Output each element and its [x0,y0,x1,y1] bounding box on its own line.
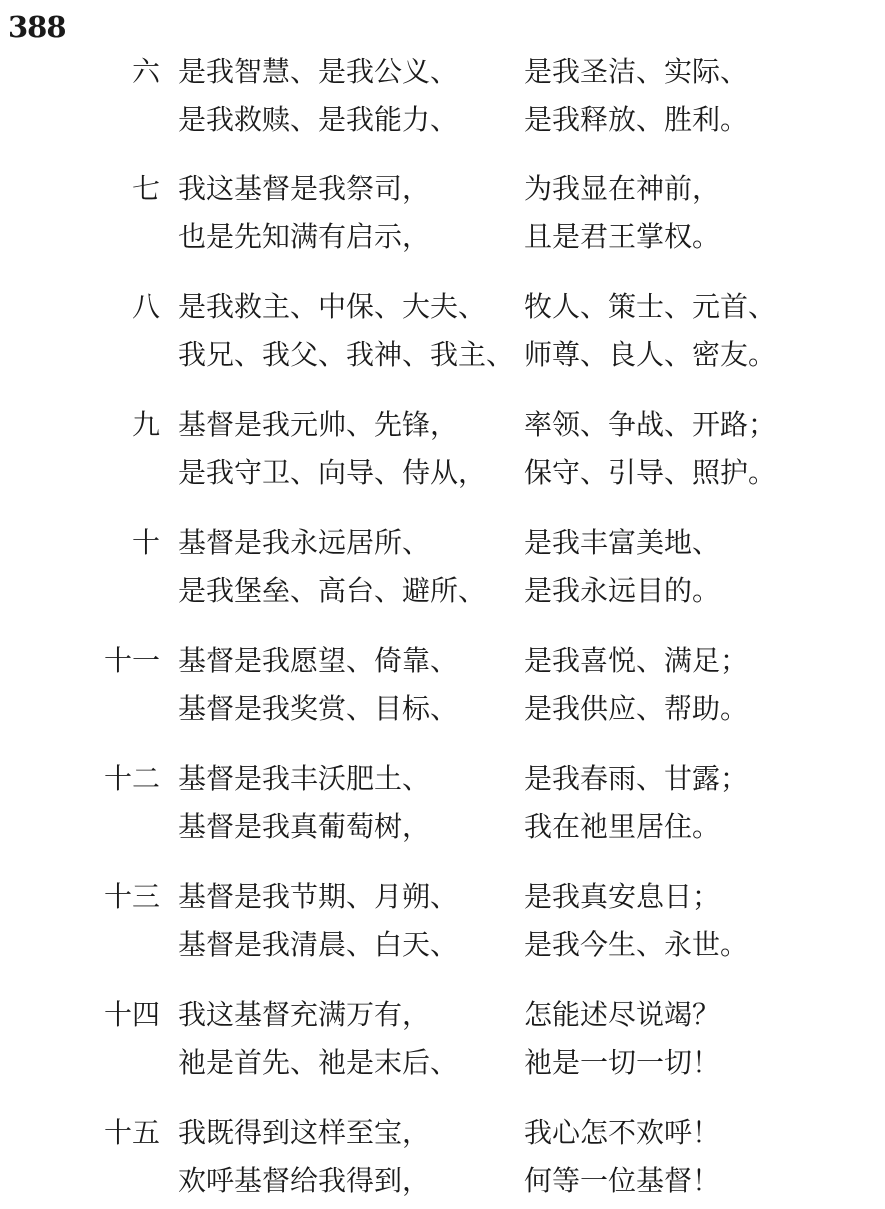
stanza-10 [0,519,885,619]
line-left: 基督是我元帅、先锋， [178,408,459,441]
stanza-6 [0,48,885,148]
stanza-9 [0,401,885,501]
line-left: 是我智慧、是我公义、 [178,55,459,88]
line-left: 基督是我愿望、倚靠、 [178,644,459,677]
stanza-15 [0,1109,885,1209]
line-right: 率领、争战、开路； [524,408,777,441]
line-left: 欢呼基督给我得到， [178,1164,431,1197]
stanza-12 [0,755,885,855]
line-right: 是我供应、帮助。 [524,692,749,725]
line-left: 我既得到这样至宝， [178,1116,431,1149]
line-left: 基督是我奖赏、目标、 [178,692,459,725]
stanza-14 [0,991,885,1091]
stanza-number: 十四 [103,998,160,1031]
line-right: 怎能述尽说竭？ [524,998,721,1031]
stanza-7 [0,165,885,265]
line-left: 是我救赎、是我能力、 [178,103,459,136]
line-left: 基督是我清晨、白天、 [178,928,459,961]
stanza-8 [0,283,885,383]
stanza-11 [0,637,885,737]
stanza-number: 七 [131,172,160,205]
line-left: 基督是我丰沃肥土、 [178,762,431,795]
line-right: 且是君王掌权。 [524,220,721,253]
line-left: 祂是首先、祂是末后、 [178,1046,459,1079]
line-right: 是我丰富美地、 [524,526,721,559]
line-right: 是我释放、胜利。 [524,103,749,136]
line-left: 基督是我永远居所、 [178,526,431,559]
line-left: 我这基督是我祭司， [178,172,431,205]
line-right: 是我今生、永世。 [524,928,749,961]
line-right: 是我春雨、甘露； [524,762,749,795]
stanza-number: 八 [131,290,160,323]
line-right: 牧人、策士、元首、 [524,290,777,323]
line-left: 基督是我真葡萄树， [178,810,431,843]
stanza-13 [0,873,885,973]
line-right: 为我显在神前， [524,172,721,205]
line-left: 是我救主、中保、大夫、 [178,290,487,323]
line-left: 也是先知满有启示， [178,220,431,253]
line-left: 是我堡垒、高台、避所、 [178,574,487,607]
stanza-number: 十五 [103,1116,160,1149]
stanza-number: 九 [131,408,160,441]
line-right: 是我圣洁、实际、 [524,55,749,88]
stanza-number: 十 [131,526,160,559]
stanza-number: 十一 [103,644,160,677]
line-right: 师尊、良人、密友。 [524,338,777,371]
line-right: 何等一位基督！ [524,1164,721,1197]
line-right: 是我喜悦、满足； [524,644,749,677]
stanza-number: 六 [131,55,160,88]
line-left: 是我守卫、向导、侍从， [178,456,487,489]
line-right: 保守、引导、照护。 [524,456,777,489]
line-right: 是我永远目的。 [524,574,721,607]
line-right: 是我真安息日； [524,880,721,913]
line-right: 我心怎不欢呼！ [524,1116,721,1149]
line-left: 我兄、我父、我神、我主、 [178,338,515,371]
page-number: 388 [8,10,66,44]
line-right: 祂是一切一切！ [524,1046,721,1079]
stanza-number: 十二 [103,762,160,795]
line-right: 我在祂里居住。 [524,810,721,843]
stanza-number: 十三 [103,880,160,913]
line-left: 基督是我节期、月朔、 [178,880,459,913]
line-left: 我这基督充满万有， [178,998,431,1031]
